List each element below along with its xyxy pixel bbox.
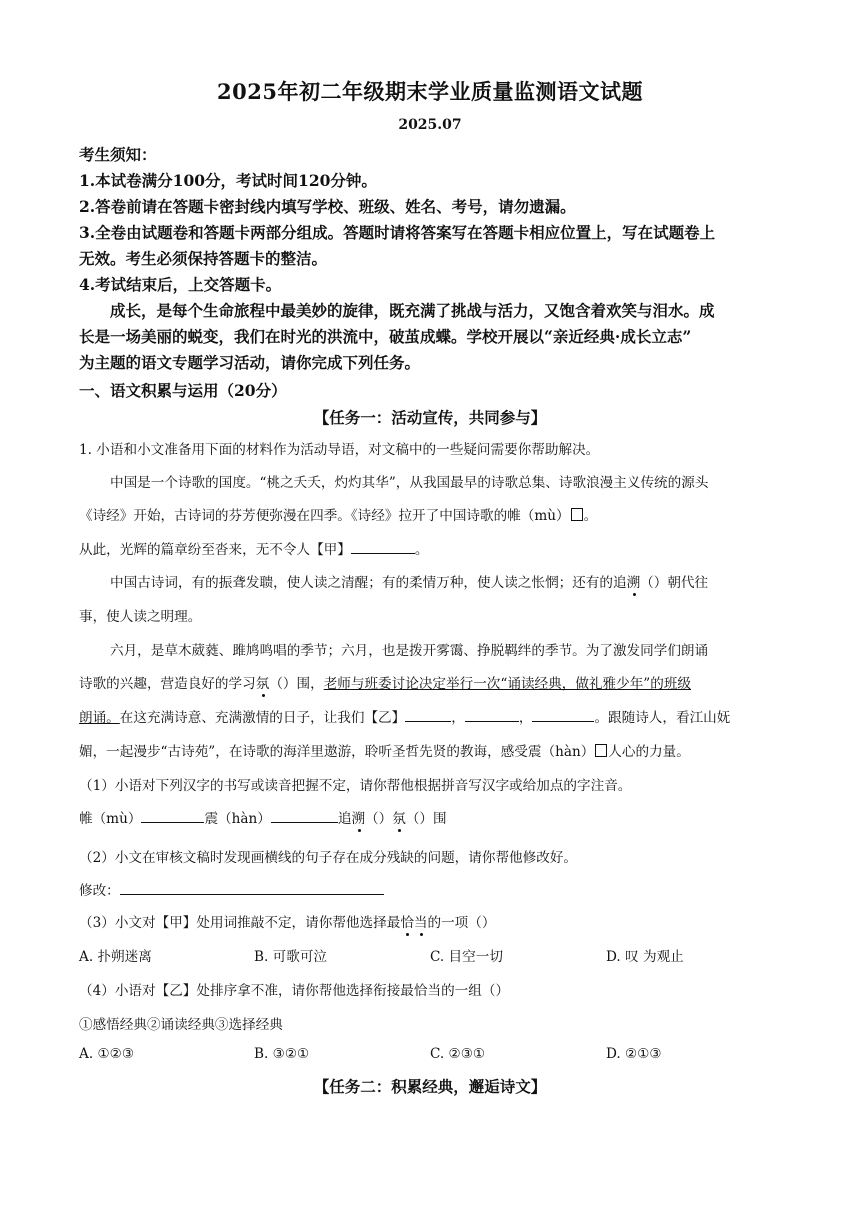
intro-line-1: 成长，是每个生命旅程中最美妙的旋律，既充满了挑战与活力，又饱含着欢笑与泪水。成 [110, 301, 715, 320]
answer-blank-1 [141, 809, 204, 823]
option-a: A. ①②③ [79, 1046, 135, 1062]
sub-question-3: （3）小文对【甲】处用词推敲不定，请你帮他选择最恰当的一项（） [79, 915, 496, 931]
section-heading-1: 一、语文积累与运用（20分） [79, 381, 287, 400]
notice-item-3-cont: 无效。考生必须保持答题卡的整洁。 [79, 249, 328, 268]
passage-line-7: 诗歌的兴趣，营造良好的学习氛（）围，老师与班委讨论决定举行一次“诵读经典，做礼雅少年”的班级 [79, 676, 692, 692]
blank-yi-3 [532, 708, 594, 722]
option-d: D. 叹 为观止 [606, 949, 684, 965]
passage-line-6: 六月，是草木葳蕤、雎鸠鸣唱的季节；六月，也是拨开雾霭、挣脱羁绊的季节。为了激发同学们朗诵 [110, 643, 709, 659]
revision-line: 修改： [79, 879, 384, 899]
exam-title: 2025年初二年级期末学业质量监测语文试题 [217, 79, 643, 104]
answer-blank-2 [271, 809, 338, 823]
blank-jia [351, 540, 415, 554]
intro-line-3: 为主题的语文专题学习活动，请你完成下列任务。 [79, 353, 421, 372]
sub-question-1: （1）小语对下列汉字的书写或读音把握不定，请你帮他根据拼音写汉字或给加点的字注音。 [79, 778, 632, 794]
answer-box [595, 744, 607, 757]
ordering-items: ①感悟经典②诵读经典③选择经典 [79, 1017, 283, 1033]
option-c: C. ②③① [430, 1046, 486, 1062]
passage-line-1: 中国是一个诗歌的国度。“桃之夭夭，灼灼其华”，从我国最早的诗歌总集、诗歌浪漫主义传统的源头 [110, 475, 709, 491]
notice-item-3: 3.全卷由试题卷和答题卡两部分组成。答题时请将答案写在答题卡相应位置上，写在试题卷上 [79, 223, 716, 242]
intro-line-2: 长是一场美丽的蜕变，我们在时光的洪流中，破茧成蝶。学校开展以“亲近经典·成长立志” [79, 327, 692, 346]
exam-date: 2025.07 [398, 117, 462, 133]
option-a: A. 扑朔迷离 [79, 949, 152, 965]
option-d: D. ②①③ [606, 1046, 662, 1062]
notice-item-2: 2.答卷前请在答题卡密封线内填写学校、班级、姓名、考号，请勿遗漏。 [79, 197, 576, 216]
task-1-heading: 【任务一：活动宣传，共同参与】 [313, 408, 547, 427]
underlined-sentence: 老师与班委讨论决定举行一次“诵读经典，做礼雅少年”的班级 [323, 676, 692, 692]
task-2-heading: 【任务二：积累经典，邂逅诗文】 [313, 1077, 547, 1096]
question-1: 1. 小语和小文准备用下面的材料作为活动导语，对文稿中的一些疑问需要你帮助解决。 [79, 442, 600, 458]
passage-line-5: 事，使人读之明理。 [79, 609, 202, 625]
option-b: B. ③②① [254, 1046, 310, 1062]
option-c: C. 目空一切 [430, 949, 503, 965]
sub-question-2: （2）小文在审核文稿时发现画横线的句子存在成分残缺的问题，请你帮他修改好。 [79, 850, 578, 866]
sub-question-1-answers: 帷（mù） 震（hàn） 追溯（）氛（）围 [79, 811, 447, 827]
passage-line-2: 《诗经》开始，古诗词的芬芳便弥漫在四季。《诗经》拉开了中国诗歌的帷（mù） 。 [79, 508, 598, 524]
notice-heading: 考生须知： [79, 145, 157, 164]
passage-line-9: 媚，一起漫步“古诗苑”，在诗歌的海洋里遨游，聆听圣哲先贤的教诲，感受震（hàn） 人心的力量。 [79, 744, 690, 760]
passage-line-3: 从此，光辉的篇章纷至沓来，无不令人【甲】 。 [79, 542, 429, 558]
revision-blank [120, 881, 384, 895]
option-b: B. 可歌可泣 [254, 949, 328, 965]
notice-item-1: 1.本试卷满分100分，考试时间120分钟。 [79, 171, 377, 190]
blank-yi-1 [405, 708, 451, 722]
passage-line-8: 朗诵。在这充满诗意、充满激情的日子，让我们【乙】 ， ， 。跟随诗人，看江山妩 [79, 710, 731, 726]
notice-item-4: 4.考试结束后，上交答题卡。 [79, 275, 282, 294]
passage-line-4: 中国古诗词，有的振聋发聩，使人读之清醒；有的柔情万种，使人读之怅惘；还有的追溯（）朝代往 [110, 575, 709, 591]
answer-box [571, 508, 583, 521]
sub-question-4: （4）小语对【乙】处排序拿不准，请你帮他选择衔接最恰当的一组（） [79, 983, 510, 999]
blank-yi-2 [465, 708, 519, 722]
